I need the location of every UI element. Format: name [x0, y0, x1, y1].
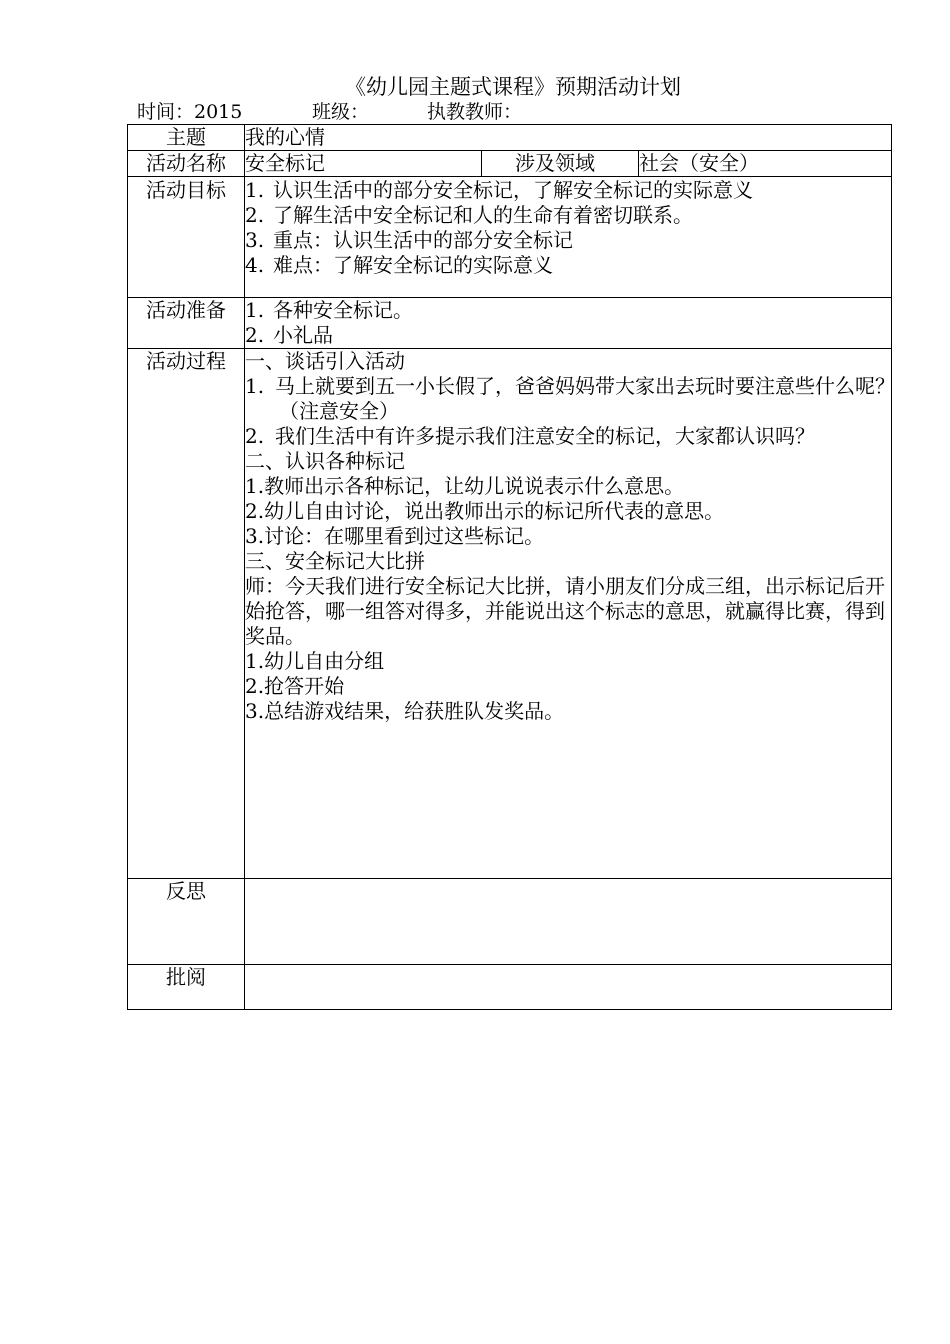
process-step: 3.总结游戏结果，给获胜队发奖品。: [245, 699, 565, 723]
goal-item: 4. 难点：了解安全标记的实际意义: [245, 253, 553, 277]
review-content: [245, 965, 892, 1010]
teacher-label: 执教教师：: [427, 101, 523, 123]
process-step: 2.抢答开始: [245, 674, 345, 698]
process-section-heading: 二、认识各种标记: [245, 449, 405, 473]
theme-row: [128, 125, 892, 151]
time-label: 时间：2015: [137, 101, 243, 123]
review-label: 批阅: [128, 965, 245, 1010]
process-step: 3.讨论：在哪里看到过这些标记。: [245, 524, 545, 548]
process-section-heading: 一、谈话引入活动: [245, 349, 405, 373]
review-row: [128, 965, 892, 1010]
goals-label: 活动目标: [128, 177, 245, 298]
prep-row: [128, 298, 892, 349]
process-step: 2.幼儿自由讨论，说出教师出示的标记所代表的意思。: [245, 499, 725, 523]
process-step: 1.教师出示各种标记，让幼儿说说表示什么意思。: [245, 474, 685, 498]
process-content: [245, 349, 895, 879]
goals-list: [245, 177, 892, 298]
goal-item: 3. 重点：认识生活中的部分安全标记: [245, 228, 573, 252]
prep-label: 活动准备: [128, 298, 245, 349]
domain-value: 社会（安全）: [639, 151, 892, 177]
goal-item: 2. 了解生活中安全标记和人的生命有着密切联系。: [245, 203, 693, 227]
reflection-content: [245, 879, 892, 965]
theme-value: 我的心情: [245, 125, 892, 151]
prep-item: 1. 各种安全标记。: [245, 298, 413, 322]
theme-label: 主题: [128, 125, 245, 151]
goals-row: [128, 177, 892, 298]
activity-name-value: 安全标记: [245, 151, 482, 177]
process-row: [128, 349, 892, 879]
activity-name-label: 活动名称: [128, 151, 245, 177]
document-title: 《幼儿园主题式课程》预期活动计划: [345, 75, 681, 99]
process-paragraph: 师：今天我们进行安全标记大比拼，请小朋友们分成三组，出示标记后开始抢答，哪一组答对得多，并能说出这个标志的意思，就赢得比赛，得到奖品。: [245, 574, 885, 648]
prep-list: [245, 298, 892, 349]
reflection-row: [128, 879, 892, 965]
process-label: 活动过程: [128, 349, 245, 879]
goal-item: 1. 认识生活中的部分安全标记，了解安全标记的实际意义: [245, 178, 753, 202]
class-label: 班级：: [312, 101, 370, 123]
process-step-note: （注意安全）: [279, 399, 399, 423]
process-section-heading: 三、安全标记大比拼: [245, 549, 425, 573]
process-step: 2. 我们生活中有许多提示我们注意安全的标记，大家都认识吗？: [245, 424, 815, 448]
activity-row: [128, 151, 892, 177]
reflection-label: 反思: [128, 879, 245, 965]
prep-item: 2. 小礼品: [245, 323, 333, 347]
activity-plan-table: [127, 124, 895, 1010]
process-step: 1. 马上就要到五一小长假了，爸爸妈妈带大家出去玩时要注意些什么呢？: [245, 374, 895, 398]
process-step: 1.幼儿自由分组: [245, 649, 385, 673]
domain-label: 涉及领域: [482, 151, 639, 177]
